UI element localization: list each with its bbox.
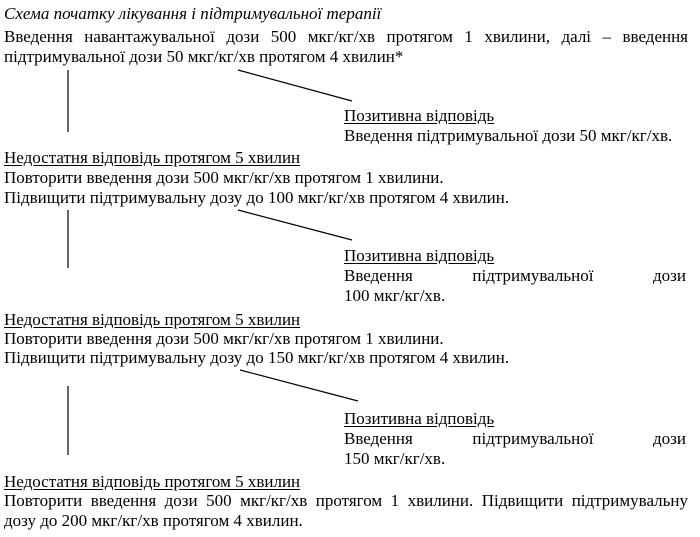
scheme-title: Схема початку лікування і підтримувальної терапії [4, 4, 382, 23]
loading-dose-line-2: підтримувальної дози 50 мкг/кг/хв протягом 4 хвилин* [4, 47, 404, 66]
insufficient-response-heading-3: Недостатня відповідь протягом 5 хвилин [4, 472, 301, 491]
final-dose-line-2: дозу до 200 мкг/кг/хв протягом 4 хвилин. [4, 511, 303, 530]
repeat-dose-line-2: Повторити введення дози 500 мкг/кг/хв протягом 1 хвилини. [4, 329, 444, 348]
positive-response-text-3b: 150 мкг/кг/хв. [344, 449, 446, 468]
final-dose-line-1: Повторити введення дози 500 мкг/кг/хв протягом 1 хвилини. Підвищити підтримувальну [4, 491, 688, 510]
positive-response-heading-2: Позитивна відповідь [344, 246, 495, 265]
positive-response-text-2b: 100 мкг/кг/хв. [344, 286, 446, 305]
insufficient-response-heading-2: Недостатня відповідь протягом 5 хвилин [4, 310, 301, 329]
connector-diagonal-1 [238, 70, 352, 101]
increase-dose-line-1: Підвищити підтримувальну дозу до 100 мкг/кг/хв протягом 4 хвилин. [4, 188, 510, 207]
insufficient-response-heading-1: Недостатня відповідь протягом 5 хвилин [4, 148, 301, 167]
increase-dose-line-2: Підвищити підтримувальну дозу до 150 мкг/кг/хв протягом 4 хвилин. [4, 348, 510, 367]
loading-dose-line-1: Введення навантажувальної дози 500 мкг/кг/хв протягом 1 хвилини, далі – введення [4, 27, 688, 46]
positive-response-heading-1: Позитивна відповідь [344, 106, 495, 125]
positive-response-text-2a: Введення підтримувальної дози [344, 266, 686, 285]
connector-diagonal-2 [238, 210, 352, 240]
repeat-dose-line-1: Повторити введення дози 500 мкг/кг/хв протягом 1 хвилини. [4, 168, 444, 187]
positive-response-heading-3: Позитивна відповідь [344, 409, 495, 428]
positive-response-text-3a: Введення підтримувальної дози [344, 429, 686, 448]
connector-diagonal-3 [240, 370, 358, 401]
positive-response-text-1: Введення підтримувальної дози 50 мкг/кг/хв. [344, 126, 673, 145]
